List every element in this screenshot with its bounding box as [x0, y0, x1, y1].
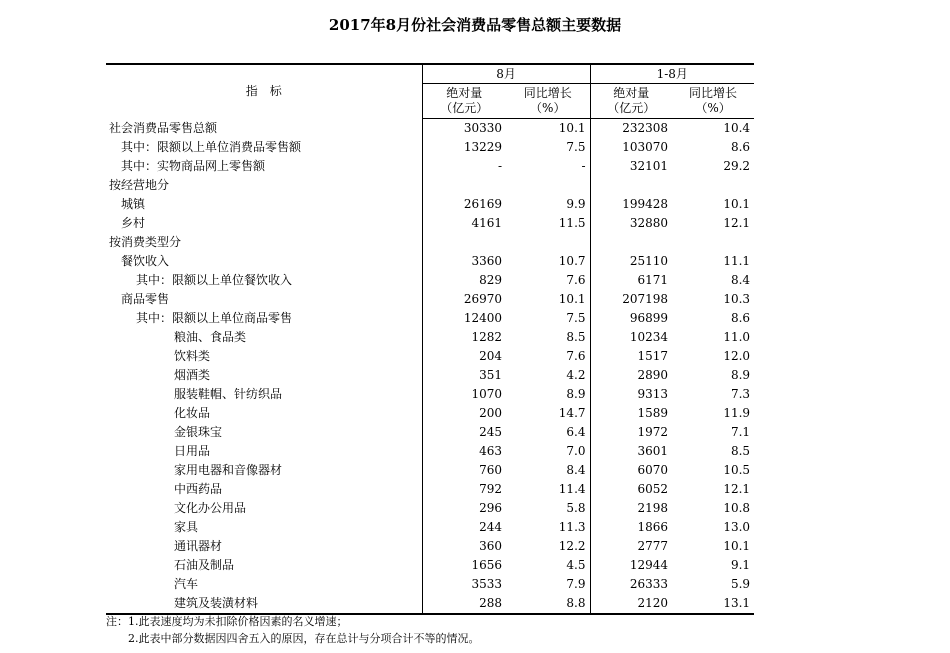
month-growth-value: 10.7 [558, 254, 586, 268]
growth-unit: （%） [695, 101, 731, 115]
month-abs-value: 463 [422, 442, 506, 461]
table-row [106, 252, 754, 271]
month-abs-value: 26970 [422, 290, 506, 309]
growth-unit: （%） [530, 101, 566, 115]
month-abs-value: 1070 [422, 385, 506, 404]
month-growth-value: 5.8 [566, 501, 586, 515]
ytd-abs-value: 207198 [590, 290, 672, 309]
month-growth-value: 11.4 [558, 482, 586, 496]
month-abs-value [422, 233, 506, 252]
ytd-abs-value: 2198 [590, 499, 672, 518]
month-growth-value: 7.5 [566, 140, 586, 154]
row-label: 中西药品 [174, 482, 223, 496]
row-label: 乡村 [121, 216, 146, 230]
table-row [106, 328, 754, 347]
ytd-growth-value: 10.3 [723, 292, 751, 306]
row-label: 社会消费品零售总额 [109, 120, 218, 135]
table-body [106, 119, 754, 615]
month-growth-value: 4.2 [566, 368, 586, 382]
ytd-abs-value: 2890 [590, 366, 672, 385]
col-header-ytd-abs [590, 84, 672, 119]
month-growth-value: - [581, 159, 586, 173]
month-abs-value: 30330 [422, 119, 506, 139]
month-abs-value: 3360 [422, 252, 506, 271]
month-abs-value: 829 [422, 271, 506, 290]
ytd-growth-value: 10.8 [723, 501, 751, 515]
month-growth-value: 4.5 [566, 558, 586, 572]
ytd-growth-value [672, 233, 754, 252]
ytd-abs-value: 6171 [590, 271, 672, 290]
row-label: 城镇 [121, 197, 146, 211]
month-growth-value: 7.6 [566, 273, 586, 287]
month-growth-value: 11.5 [558, 216, 586, 230]
ytd-growth-value: 12.1 [723, 216, 751, 230]
ytd-growth-value: 8.5 [730, 444, 751, 458]
table-row [106, 309, 754, 328]
table-row [106, 271, 754, 290]
month-abs-value: 1282 [422, 328, 506, 347]
ytd-abs-value: 32880 [590, 214, 672, 233]
table-row [106, 461, 754, 480]
month-growth-value: 7.6 [566, 349, 586, 363]
row-label: 金银珠宝 [174, 425, 223, 439]
month-growth-value [506, 176, 590, 195]
row-label: 其中：限额以上单位消费品零售额 [121, 140, 302, 154]
row-label: 烟酒类 [174, 368, 211, 382]
row-label: 化妆品 [174, 406, 211, 420]
retail-sales-table [106, 63, 754, 615]
ytd-abs-value: 96899 [590, 309, 672, 328]
table-row [106, 537, 754, 556]
ytd-abs-value: 1589 [590, 404, 672, 423]
month-abs-value: - [422, 157, 506, 176]
month-growth-value [506, 233, 590, 252]
ytd-growth-value: 11.0 [723, 330, 751, 344]
table-row [106, 404, 754, 423]
month-growth-value: 8.8 [506, 594, 590, 614]
month-growth-value: 6.4 [566, 425, 586, 439]
row-label: 家用电器和音像器材 [174, 463, 283, 477]
growth-label: 同比增长 [523, 86, 572, 100]
ytd-growth-value: 5.9 [730, 577, 751, 591]
row-label: 其中：限额以上单位商品零售 [136, 311, 293, 325]
ytd-abs-value: 103070 [590, 138, 672, 157]
col-header-month-growth [506, 84, 590, 119]
ytd-abs-value: 9313 [590, 385, 672, 404]
ytd-growth-value: 8.6 [730, 140, 751, 154]
month-abs-value: 3533 [422, 575, 506, 594]
month-growth-value: 7.0 [566, 444, 586, 458]
ytd-abs-value [590, 176, 672, 195]
month-abs-value: 4161 [422, 214, 506, 233]
ytd-growth-value: 12.1 [723, 482, 751, 496]
month-growth-value: 10.1 [558, 292, 586, 306]
month-abs-value: 351 [422, 366, 506, 385]
ytd-abs-value: 2120 [590, 594, 672, 614]
ytd-growth-value: 11.9 [723, 406, 751, 420]
month-abs-value: 360 [422, 537, 506, 556]
ytd-growth-value: 10.4 [723, 121, 751, 135]
month-abs-value: 13229 [422, 138, 506, 157]
row-label: 家具 [174, 520, 199, 534]
col-header-ytd-growth [672, 84, 754, 119]
group-header-month: 8月 [422, 64, 590, 84]
abs-unit: （亿元） [440, 101, 489, 115]
month-growth-value: 10.1 [558, 121, 586, 135]
ytd-growth-value: 13.1 [672, 594, 754, 614]
ytd-growth-value: 7.1 [730, 425, 751, 439]
footnote-1: 注：1.此表速度均为未扣除价格因素的名义增速； [106, 615, 348, 628]
row-label: 粮油、食品类 [174, 330, 247, 344]
month-growth-value: 7.9 [566, 577, 586, 591]
ytd-abs-value [590, 233, 672, 252]
ytd-growth-value: 13.0 [723, 520, 751, 534]
table-row [106, 347, 754, 366]
month-growth-value: 8.9 [566, 387, 586, 401]
month-growth-value: 12.2 [558, 539, 586, 553]
table-row [106, 442, 754, 461]
ytd-abs-value: 10234 [590, 328, 672, 347]
month-growth-value: 7.5 [566, 311, 586, 325]
row-label: 日用品 [174, 444, 211, 458]
month-abs-value: 26169 [422, 195, 506, 214]
row-label: 按经营地分 [109, 178, 170, 192]
month-growth-value: 8.5 [566, 330, 586, 344]
table-row [106, 366, 754, 385]
ytd-growth-value: 10.5 [723, 463, 751, 477]
ytd-growth-value [672, 176, 754, 195]
month-abs-value: 288 [422, 594, 506, 614]
abs-label: 绝对量 [613, 86, 650, 100]
row-label: 其中：实物商品网上零售额 [121, 159, 266, 173]
table-row [106, 423, 754, 442]
ytd-growth-value: 8.9 [730, 368, 751, 382]
ytd-growth-value: 9.1 [730, 558, 751, 572]
ytd-growth-value: 8.6 [730, 311, 751, 325]
month-growth-value: 14.7 [558, 406, 586, 420]
ytd-abs-value: 6070 [590, 461, 672, 480]
ytd-growth-value: 10.1 [723, 197, 751, 211]
month-abs-value: 200 [422, 404, 506, 423]
ytd-abs-value: 1866 [590, 518, 672, 537]
footnote-2: 2.此表中部分数据因四舍五入的原因，存在总计与分项合计不等的情况。 [128, 632, 480, 645]
month-abs-value: 12400 [422, 309, 506, 328]
month-growth-value: 11.3 [558, 520, 586, 534]
ytd-abs-value: 32101 [590, 157, 672, 176]
abs-label: 绝对量 [446, 86, 483, 100]
growth-label: 同比增长 [689, 86, 738, 100]
ytd-growth-value: 8.4 [730, 273, 751, 287]
table-row [106, 176, 754, 195]
table-row [106, 594, 754, 614]
indicator-header: 指 标 [106, 64, 422, 119]
table-row [106, 138, 754, 157]
abs-unit: （亿元） [607, 101, 656, 115]
col-header-month-abs [422, 84, 506, 119]
ytd-abs-value: 25110 [590, 252, 672, 271]
row-label: 按消费类型分 [109, 235, 182, 249]
table-row [106, 575, 754, 594]
ytd-abs-value: 26333 [590, 575, 672, 594]
ytd-abs-value: 1517 [590, 347, 672, 366]
month-abs-value: 296 [422, 499, 506, 518]
table-row [106, 119, 754, 139]
row-label: 文化办公用品 [174, 501, 247, 515]
month-abs-value: 792 [422, 480, 506, 499]
table-row [106, 518, 754, 537]
ytd-growth-value: 10.1 [723, 539, 751, 553]
page-title: 2017年8月份社会消费品零售总额主要数据 [328, 16, 622, 34]
ytd-abs-value: 12944 [590, 556, 672, 575]
ytd-abs-value: 2777 [590, 537, 672, 556]
table-row [106, 214, 754, 233]
table-row [106, 233, 754, 252]
row-label: 饮料类 [174, 349, 211, 363]
month-abs-value [422, 176, 506, 195]
ytd-growth-value: 29.2 [723, 159, 751, 173]
row-label: 服装鞋帽、针纺织品 [174, 387, 283, 401]
month-abs-value: 760 [422, 461, 506, 480]
table-row [106, 499, 754, 518]
ytd-abs-value: 1972 [590, 423, 672, 442]
month-abs-value: 244 [422, 518, 506, 537]
table-row [106, 195, 754, 214]
row-label: 石油及制品 [174, 558, 235, 572]
row-label: 其中：限额以上单位餐饮收入 [136, 273, 293, 287]
month-growth-value: 8.4 [566, 463, 586, 477]
table-row [106, 157, 754, 176]
ytd-growth-value: 12.0 [723, 349, 751, 363]
month-abs-value: 245 [422, 423, 506, 442]
table-row [106, 290, 754, 309]
ytd-growth-value: 11.1 [723, 254, 751, 268]
month-abs-value: 204 [422, 347, 506, 366]
table-row [106, 556, 754, 575]
table-header [106, 64, 754, 119]
row-label: 通讯器材 [174, 539, 223, 553]
footnotes [106, 613, 480, 647]
ytd-abs-value: 232308 [590, 119, 672, 139]
month-abs-value: 1656 [422, 556, 506, 575]
row-label: 商品零售 [121, 292, 170, 306]
ytd-abs-value: 3601 [590, 442, 672, 461]
table-row [106, 480, 754, 499]
table-row [106, 385, 754, 404]
ytd-abs-value: 199428 [590, 195, 672, 214]
month-growth-value: 9.9 [566, 197, 586, 211]
ytd-abs-value: 6052 [590, 480, 672, 499]
row-label: 餐饮收入 [121, 254, 170, 268]
row-label: 建筑及装潢材料 [106, 594, 422, 614]
row-label: 汽车 [174, 577, 199, 591]
group-header-ytd: 1-8月 [590, 64, 754, 84]
ytd-growth-value: 7.3 [730, 387, 751, 401]
